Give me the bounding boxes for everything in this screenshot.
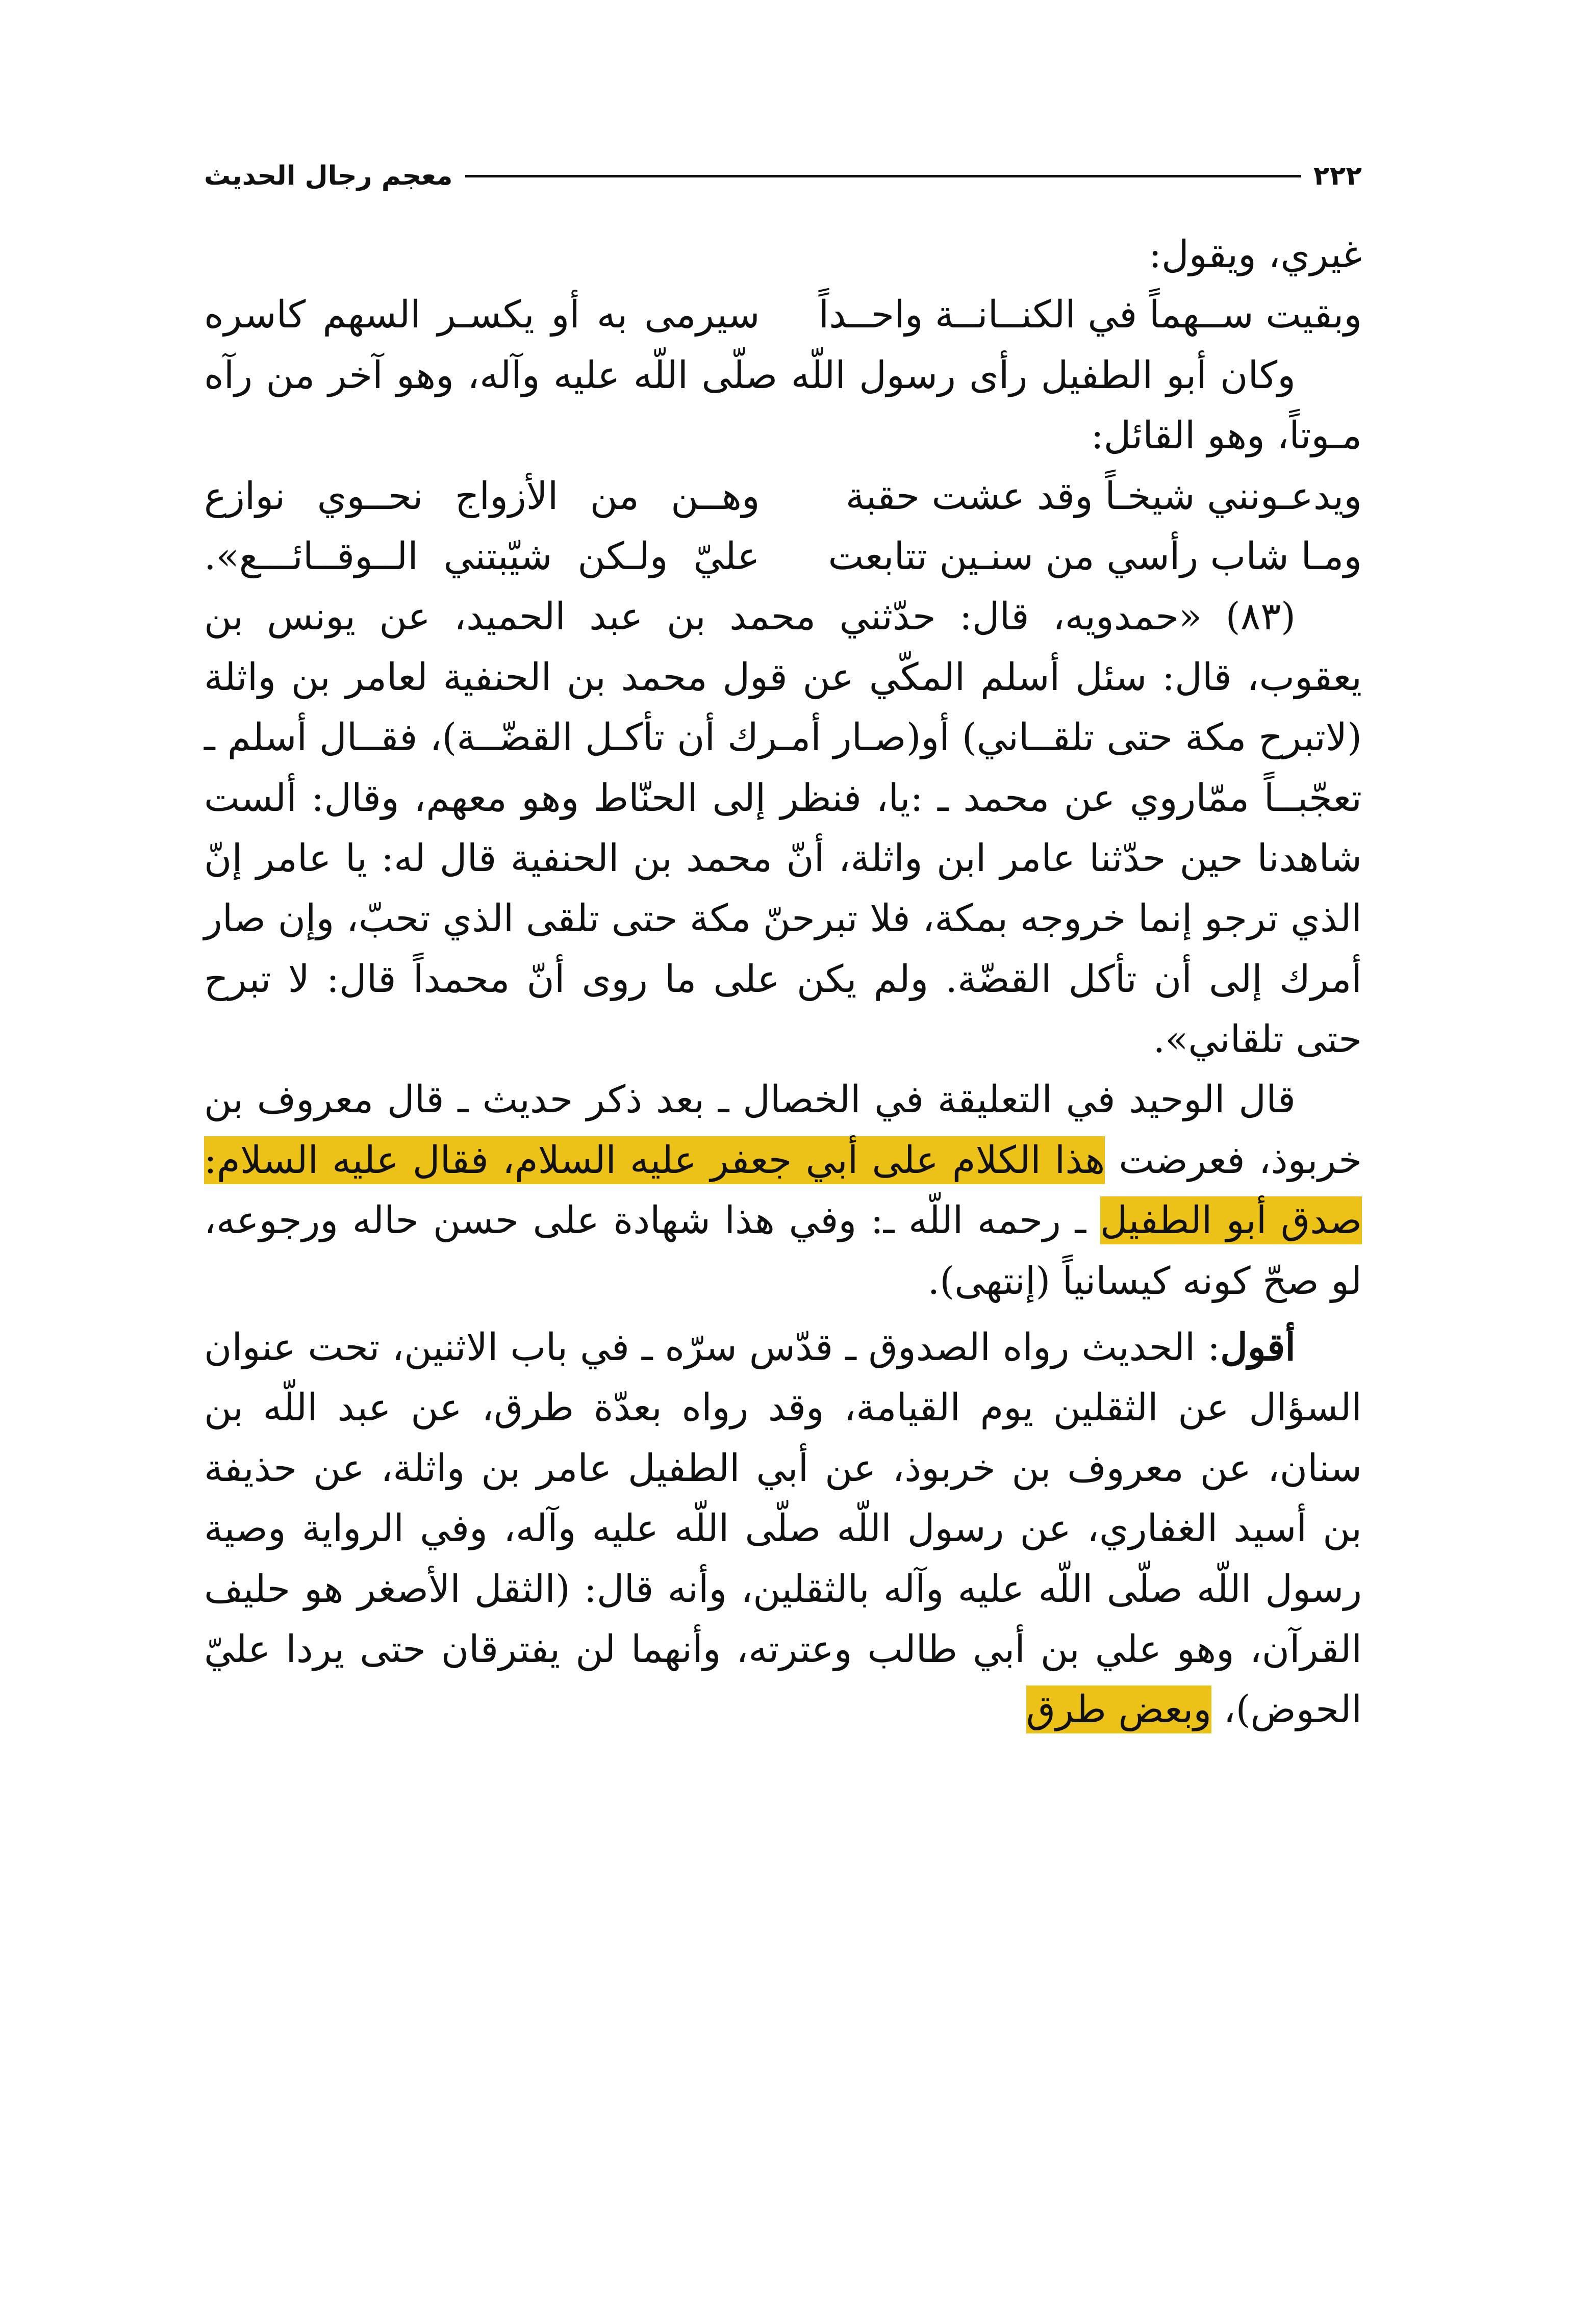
verse-2-first-hemistich: ويدعـونني شيخـاً وقد عشت حقبة — [845, 474, 1362, 518]
aqul-text: : الحديث رواه الصدوق ـ قدّس سرّه ـ في باب الاثنين، تحت عنوان السؤال عن الثقلين يوم القيامة، وقد رواه بعدّة طرق، عن عبد اللّه بن سنان، عن معروف بن خربوذ، عن أبي الطفيل عامر بن واثلة، عن حذيفة بن أسيد الغفاري، عن رسول اللّه صلّى اللّه عليه وآله، وفي الرواية وصية رسول اللّه صلّى اللّه عليه وآله بالثقلين، وأنه قال: (الثقل الأصغر هو حليف القرآن، وهو علي بن أبي طالب وعترته، وأنهما لن يفترقان حتى يردا عليّ الحوض)، — [204, 1325, 1362, 1732]
running-title: معجم رجال الحديث — [204, 161, 453, 191]
paragraph-wahid — [204, 1069, 1362, 1311]
highlight-aqul: وبعض طرق — [1026, 1685, 1211, 1733]
verse-2 — [204, 466, 1362, 526]
header-rule — [465, 175, 1301, 177]
verse-3 — [204, 526, 1362, 586]
wahid-text-before: قال الوحيد في التعليقة في الخصال ـ بعد ذكر حديث ـ قال معروف بن خربوذ، فعرضت — [204, 1078, 1362, 1182]
verse-1-second-hemistich: سيرمى به أو يكسـر السهم كاسره — [204, 293, 760, 337]
wahid-text-after: ـ رحمه اللّه ـ: وفي هذا شهادة على حسن حاله ورجوعه، لو صحّ كونه كيسانياً (إنتهى). — [204, 1198, 1362, 1303]
verse-1-first-hemistich: وبقيت ســهماً في الكنــانــة واحــداً — [818, 293, 1362, 337]
verse-3-first-hemistich: ومـا شاب رأسي من سنـين تتابعت — [828, 534, 1362, 578]
page-number: ٢٢٢ — [1313, 161, 1362, 191]
intro-line: غيري، ويقول: — [1149, 233, 1362, 276]
page-body — [204, 224, 1362, 1740]
verse-3-second-hemistich: عليّ ولـكن شيّبتني الــوقــائـــع». — [204, 534, 760, 578]
paragraph-83: (٨٣) «حمدويه، قال: حدّثني محمد بن عبد الحميد، عن يونس بن يعقوب، قال: سئل أسلم المكّي عن قول محمد بن الحنفية لعامر بن واثلة (لاتبرح مكة حتى تلقــاني) أو(صـار أمـرك أن تأكـل القضّــة)، فقــال أسلم ـ تعجّبــاً ممّاروي عن محمد ـ :يا، فنظر إلى الحنّاط وهو معهم، وقال: ألست شاهدنا حين حدّثنا عامر ابن واثلة، أنّ محمد بن الحنفية قال له: يا عامر إنّ الذي ترجو إنما خروجه بمكة، فلا تبرحنّ مكة حتى تلقى الذي تحبّ، وإن صار أمرك إلى أن تأكل القضّة. ولم يكن على ما روى أنّ محمداً قال: لا تبرح حتى تلقاني». — [204, 595, 1362, 1062]
aqul-lead: أقول — [1220, 1325, 1296, 1370]
highlight-wahid: هذا الكلام على أبي جعفر عليه السلام، فقال عليه السلام: صدق أبو الطفيل — [204, 1136, 1362, 1244]
paragraph-seen-prophet: وكان أبو الطفيل رأى رسول اللّه صلّى اللّه عليه وآله، وهو آخر من رآه مـوتاً، وهو القائل: — [204, 353, 1362, 458]
running-header — [204, 153, 1362, 199]
verse-2-second-hemistich: وهــن من الأزواج نحــوي نوازع — [204, 474, 760, 518]
verse-1 — [204, 285, 1362, 345]
paragraph-aqul — [204, 1317, 1362, 1740]
